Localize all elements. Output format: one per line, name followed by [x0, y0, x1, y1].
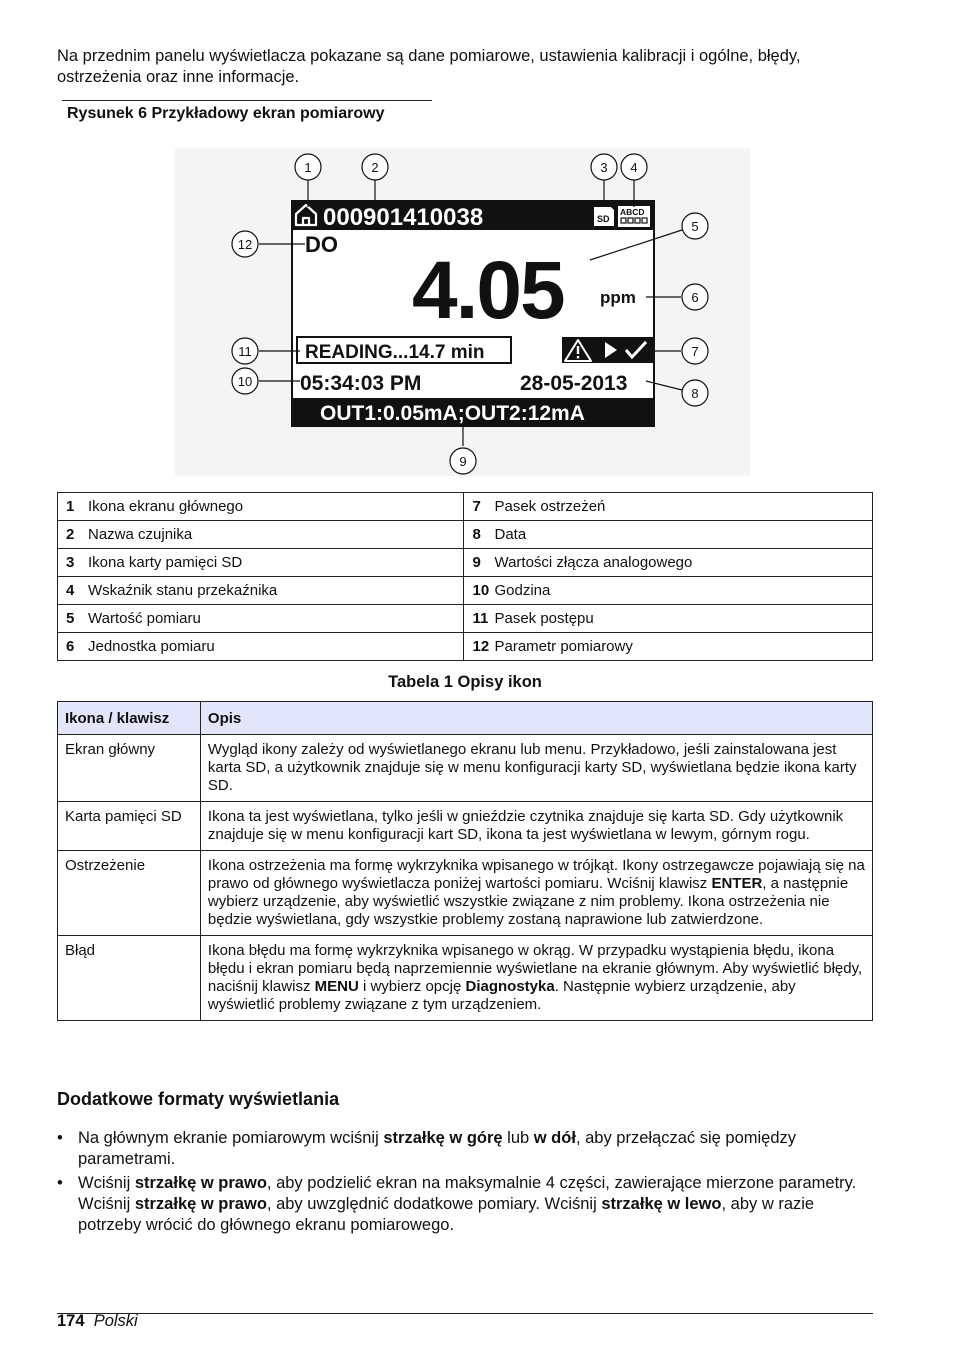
legend-text: Jednostka pomiaru — [88, 638, 215, 655]
legend-number: 9 — [472, 554, 481, 571]
bullet-item — [57, 1173, 877, 1236]
legend-cell — [464, 577, 873, 605]
legend-text: Pasek postępu — [494, 610, 594, 627]
legend-cell — [58, 605, 464, 633]
bold-text: MENU — [314, 978, 359, 995]
callout-label: 1 — [304, 160, 312, 175]
text-run: i wybierz opcję — [358, 978, 466, 995]
legend-row — [58, 521, 873, 549]
text-run: Ikona błędu ma formę wykrzyknika wpisanego w okrąg. W przypadku wystąpienia błędu, ikona błędu i ekran pomiaru będą naprzemiennie wyświetlane na ekranie głównym. Aby wyświetlić błędy, naciśnij klawisz — [207, 942, 863, 995]
icon-key-cell: Błąd — [58, 936, 201, 1021]
icon-table-row — [58, 735, 873, 802]
icon-key-cell: Ostrzeżenie — [58, 851, 201, 936]
legend-text: Ikona ekranu głównego — [88, 498, 244, 515]
callout-label: 6 — [691, 290, 699, 305]
footer-language: Polski — [93, 1312, 138, 1330]
measurement-unit: ppm — [600, 288, 636, 307]
intro-paragraph: Na przednim panelu wyświetlacza pokazane są dane pomiarowe, ustawienia kalibracji i ogólne, błędy, ostrzeżenia oraz inne informacje. — [57, 47, 801, 86]
table-caption: Tabela 1 Opisy ikon — [388, 673, 542, 691]
callout-label: 9 — [459, 454, 467, 469]
table-header: Ikona / klawisz — [58, 702, 201, 735]
text-run: Wciśnij — [78, 1174, 135, 1192]
icon-table-row — [58, 936, 873, 1021]
relay-icon — [618, 206, 650, 227]
callout-label: 12 — [237, 237, 253, 252]
table-header: Opis — [200, 702, 872, 735]
bold-text: strzałkę w lewo — [601, 1195, 722, 1213]
date-display: 28-05-2013 — [520, 372, 628, 395]
progress-text: READING...14.7 min — [305, 342, 485, 363]
legend-cell — [464, 521, 873, 549]
legend-row — [58, 605, 873, 633]
legend-cell — [58, 549, 464, 577]
legend-number: 7 — [472, 498, 481, 515]
callout-label: 10 — [237, 374, 253, 389]
icon-key-cell: Ekran główny — [58, 735, 201, 802]
text-run: Ikona ta jest wyświetlana, tylko jeśli w gnieździe czytnika znajduje się karta SD. Gdy użytkownik znajduje się w menu konfiguracji kart SD, ikona ta jest wyświetlana w lewym, górnym rogu. — [207, 808, 844, 843]
icon-description-cell — [200, 851, 872, 936]
bold-text: strzałkę w prawo — [134, 1195, 267, 1213]
legend-cell — [58, 521, 464, 549]
text-run: , aby przełączać się pomiędzy parametrami. — [78, 1129, 797, 1168]
icon-description-cell — [200, 936, 872, 1021]
legend-number: 4 — [66, 582, 75, 599]
bold-text: Diagnostyka — [465, 978, 555, 995]
text-run: lub — [502, 1129, 534, 1147]
legend-text: Data — [494, 526, 527, 543]
legend-number: 12 — [472, 638, 490, 655]
sd-card-icon — [594, 207, 614, 226]
legend-row — [58, 577, 873, 605]
bullet-symbol: • — [57, 1129, 63, 1147]
legend-number: 8 — [472, 526, 481, 543]
legend-text: Wartość pomiaru — [88, 610, 201, 627]
callout-label: 5 — [691, 219, 699, 234]
legend-text: Parametr pomiarowy — [494, 638, 633, 655]
icon-description-cell — [200, 802, 872, 851]
icon-table-row — [58, 851, 873, 936]
text-run: , a następnie wybierz urządzenie, aby wyświetlić wszystkie związane z nim problemy. Ikona ostrzeżenia nie będzie wyświetlana, gdy wszystkie problemy zostaną naprawione lub zatwierdzone. — [207, 875, 849, 928]
text-run: Wygląd ikony zależy od wyświetlanego ekranu lub menu. Przykładowo, jeśli zainstalowana jest karta SD, a użytkownik znajduje się w menu konfiguracji karty SD, wyświetlana będzie ikona karty SD. — [207, 741, 857, 794]
legend-number: 3 — [66, 554, 75, 571]
callout-label: 8 — [691, 386, 699, 401]
bold-text: strzałkę w prawo — [134, 1174, 267, 1192]
callout-label: 4 — [630, 160, 638, 175]
legend-cell — [464, 605, 873, 633]
measurement-screen-figure — [0, 0, 954, 500]
sd-label: SD — [597, 214, 610, 224]
page-number: 174 — [57, 1312, 85, 1330]
measurement-value: 4.05 — [412, 245, 564, 336]
legend-number: 5 — [66, 610, 75, 627]
sensor-name: 000901410038 — [323, 204, 484, 231]
legend-row — [58, 633, 873, 661]
legend-cell — [58, 493, 464, 521]
legend-number: 1 — [66, 498, 75, 515]
analog-values: OUT1:0.05mA;OUT2:12mA — [320, 402, 585, 425]
legend-cell — [464, 549, 873, 577]
callout-label: 3 — [600, 160, 608, 175]
icon-key-cell: Karta pamięci SD — [58, 802, 201, 851]
legend-text: Wartości złącza analogowego — [494, 554, 693, 571]
footer — [57, 1312, 138, 1331]
bold-text: ENTER — [711, 875, 763, 892]
icon-description-cell — [200, 735, 872, 802]
legend-text: Godzina — [494, 582, 551, 599]
text-run: , aby podzielić ekran na maksymalnie 4 części, zawierające mierzone parametry. Wciśnij — [78, 1174, 857, 1213]
legend-cell — [58, 633, 464, 661]
relay-label: ABCD — [620, 207, 645, 217]
figure-caption: Rysunek 6 Przykładowy ekran pomiarowy — [67, 105, 385, 122]
text-run: Ikona ostrzeżenia ma formę wykrzyknika wpisanego w trójkąt. Ikony ostrzegawcze pojawiają się na prawo od głównego wyświetlacza poniżej wartości pomiaru. Wciśnij klawisz — [207, 857, 865, 892]
parameter-label: DO — [305, 232, 338, 257]
section-heading: Dodatkowe formaty wyświetlania — [57, 1089, 340, 1109]
text-run: , aby uwzględnić dodatkowe pomiary. Wciśnij — [266, 1195, 602, 1213]
time-display: 05:34:03 PM — [300, 372, 422, 395]
legend-text: Pasek ostrzeżeń — [494, 498, 606, 515]
legend-number: 6 — [66, 638, 75, 655]
bullet-text — [78, 1173, 877, 1236]
bold-text: strzałkę w górę — [383, 1129, 503, 1147]
footer-divider — [57, 1313, 873, 1314]
bullet-symbol: • — [57, 1174, 63, 1192]
legend-cell — [464, 633, 873, 661]
text-run: Na głównym ekranie pomiarowym wciśnij — [78, 1129, 384, 1147]
text-run: . Następnie wybierz urządzenie, aby wyświetlić problemy związane z tym urządzeniem. — [207, 978, 796, 1013]
callout-label: 2 — [371, 160, 379, 175]
text-run: , aby w razie potrzeby wrócić do głównego ekranu pomiarowego. — [78, 1195, 815, 1234]
legend-row — [58, 493, 873, 521]
callout-label: 7 — [691, 344, 699, 359]
bold-text: w dół — [533, 1129, 576, 1147]
legend-number: 2 — [66, 526, 75, 543]
legend-text: Nazwa czujnika — [88, 526, 193, 543]
callout-label: 11 — [238, 344, 252, 359]
legend-number: 10 — [472, 582, 490, 599]
legend-cell — [464, 493, 873, 521]
bullet-item — [57, 1128, 877, 1170]
legend-text: Wskaźnik stanu przekaźnika — [88, 582, 278, 599]
legend-cell — [58, 577, 464, 605]
legend-row — [58, 549, 873, 577]
bullet-text — [78, 1128, 877, 1170]
icon-table-row — [58, 802, 873, 851]
legend-table — [57, 492, 873, 661]
legend-text: Ikona karty pamięci SD — [88, 554, 243, 571]
legend-number: 11 — [472, 610, 489, 627]
icon-description-table — [57, 701, 873, 1021]
